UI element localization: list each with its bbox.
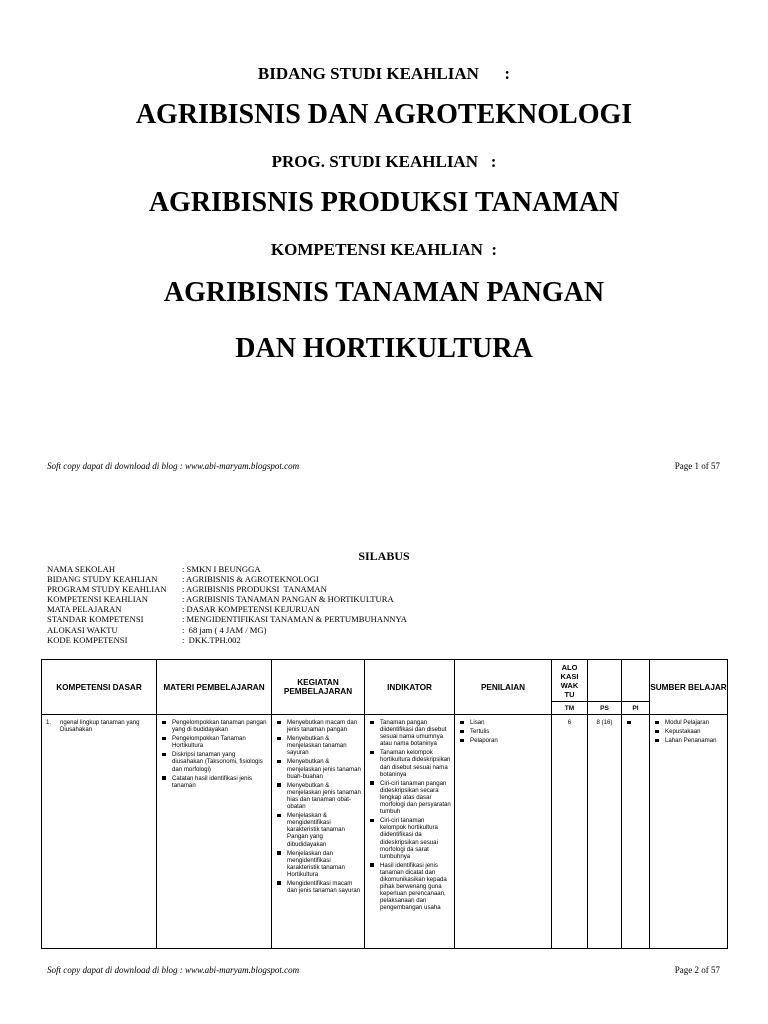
footer-page-number: Page 1 of 57 [674,461,720,471]
bullet-square-icon [370,819,374,823]
info-key: NAMA SEKOLAH [47,564,116,574]
list-item: Menyebutkan & menjelaskan jenis tanaman buah-buahan [276,758,361,779]
info-value: : SMKN I BEUNGGA [182,564,261,574]
info-row [47,614,407,624]
list-item: Ciri-ciri tanaman kelompok hortikultura diidentifikasi da dideskripsikan sesuai morfologi da sarat tumbuhnya [369,817,451,860]
footer-blog-link-text: Soft copy dapat di download di blog : www.abi-maryam.blogspot.com [47,461,300,471]
bullet-square-icon [162,737,166,741]
table-row [42,715,728,949]
cell-materi [157,715,272,949]
info-key: BIDANG STUDY KEAHLIAN [47,574,158,585]
bullet-square-icon [277,760,281,764]
cell-kompetensi-dasar [42,715,157,949]
list-item: Menjelaskan & mengidentifikasi karakteristik tanaman Pangan yang dibudidayakan [276,812,361,847]
list-item: Tanaman pangan diidentifikasi dan disebut sesuai nama umumnya atau nama botaninya [369,719,451,747]
silabus-title: SILABUS [358,549,410,563]
info-value: : AGRIBISNIS TANAMAN PANGAN & HORTIKULTURA [182,594,394,605]
bullet-square-icon [370,781,374,785]
col-header-tm: TM [552,702,588,715]
list-item: Menjelaskan dan mengidentifikasi karakteristik tanaman Hortikultura [276,850,361,878]
cover-line-kompetensi: KOMPETENSI KEAHLIAN : [270,240,498,259]
bullet-square-icon [277,721,281,725]
col-header-empty [622,660,650,702]
cell-sumber-belajar [650,715,728,949]
info-row [47,584,407,594]
info-value: : AGRIBISNIS & AGROTEKNOLOGI [182,574,319,585]
list-item: Menyebutkan & menjelaskan jenis tanaman hias dan tanaman obat-obatan [276,782,361,810]
cover-line-prog-studi: PROG. STUDI KEAHLIAN : [271,152,497,171]
list-item: Menyebutkan macam dan jenis tanaman pangan [276,719,361,733]
info-row [47,574,407,584]
info-key: STANDAR KOMPETENSI [47,614,144,625]
bullet-square-icon [627,721,631,725]
cell-kegiatan [272,715,365,949]
list-item: Kepustakaan [654,728,724,735]
kd-number: 1. [46,719,52,726]
list-item: Tertulis [459,728,548,735]
info-row [47,594,407,604]
footer-page-number: Page 2 of 57 [674,965,720,975]
col-header-penilaian: PENILAIAN [455,660,552,715]
cell-ps: 8 (16) [588,715,622,949]
info-key: ALOKASI WAKTU [47,624,118,635]
bullet-square-icon [460,721,464,725]
cover-line-agribisnis-agroteknologi: AGRIBISNIS DAN AGROTEKNOLOGI [135,99,633,130]
cell-indikator [365,715,455,949]
list-item: Catatan hasil identifikasi jenis tanaman [161,775,268,789]
list-item: Mengidentifikasi macam dan jenis tanaman sayuran [276,880,361,894]
info-key: PROGRAM STUDY KEAHLIAN [47,584,167,595]
bullet-square-icon [277,737,281,741]
cover-line-hortikultura: DAN HORTIKULTURA [235,333,533,364]
list-item: Lisan [459,719,548,726]
info-row [47,635,407,645]
col-header-sumber-belajar: SUMBER BELAJAR [650,660,728,715]
info-value: : AGRIBISNIS PRODUKSI TANAMAN [182,584,327,595]
list-item: Ciri-ciri tanaman pangan dideskripsikan secara lengkap atas dasar morfologi dan persyaratan tumbuh [369,780,451,815]
silabus-table [41,659,728,949]
cover-line-bidang: BIDANG STUDI KEAHLIAN : [257,64,511,83]
list-item: Tanaman kelompok hortikultura dideskripsikan dan disebut sesuai nama botaninya [369,749,451,777]
cover-line-produksi-tanaman: AGRIBISNIS PRODUKSI TANAMAN [148,187,620,218]
bullet-square-icon [370,751,374,755]
list-item: Menyebutkan & menjelaskan tanaman sayuran [276,735,361,756]
bullet-square-icon [370,721,374,725]
list-item: Pengelompokkan Tanaman Hortikultura [161,735,268,749]
bullet-square-icon [277,814,281,818]
info-key: MATA PELAJARAN [47,604,122,615]
info-row [47,564,407,574]
info-value: : DKK.TPH.002 [182,634,241,645]
bullet-square-icon [370,863,374,867]
col-header-kegiatan: KEGIATAN PEMBELAJARAN [272,660,365,715]
bullet-square-icon [460,739,464,743]
col-header-ps: PS [588,702,622,715]
cell-penilaian [455,715,552,949]
info-key: KODE KOMPETENSI [47,634,128,645]
bullet-square-icon [460,730,464,734]
info-value: : DASAR KOMPETENSI KEJURUAN [182,604,320,615]
bullet-square-icon [277,783,281,787]
bullet-square-icon [277,881,281,885]
bullet-square-icon [655,730,659,734]
info-value: : 68 jam ( 4 JAM / MG) [182,624,267,635]
col-header-pi: PI [622,702,650,715]
info-value: : MENGIDENTIFIKASI TANAMAN & PERTUMBUHANNYA [182,614,407,625]
bullet-square-icon [162,721,166,725]
info-row [47,604,407,614]
info-row [47,625,407,635]
col-header-empty [588,660,622,702]
footer-blog-link-text: Soft copy dapat di download di blog : www.abi-maryam.blogspot.com [47,965,300,975]
col-header-indikator: INDIKATOR [365,660,455,715]
bullet-square-icon [655,721,659,725]
cell-tm: 6 [552,715,588,949]
cover-line-tanaman-pangan: AGRIBISNIS TANAMAN PANGAN [163,277,605,308]
bullet-square-icon [655,739,659,743]
bullet-square-icon [162,753,166,757]
school-info-block [47,564,407,645]
bullet-square-icon [277,851,281,855]
col-header-alokasi-waktu: ALO KASI WAK TU [552,660,588,702]
kd-text: ngenal lingkup tanaman yang Diusahakan [59,719,140,734]
list-item: Hasil identifikasi jenis tanaman dicatat dan dikomunikasikan kepada pihak berwenang guna keperluan perencanaan, pelaksanaan dan pengembangan usaha [369,862,451,912]
list-item: Lahan Penanaman [654,737,724,744]
cell-pi [622,715,650,949]
list-item: Modul Pelajaran [654,719,724,726]
list-item: Pengelompokkan tanaman pangan yang di budidayakan [161,719,268,733]
col-header-kompetensi-dasar: KOMPETENSI DASAR [42,660,157,715]
info-key: KOMPETENSI KEAHLIAN [47,594,148,605]
col-header-materi: MATERI PEMBELAJARAN [157,660,272,715]
bullet-square-icon [162,776,166,780]
list-item: Pelaporan [459,737,548,744]
list-item: Diskripsi tanaman yang diusahakan (Taksonomi, fisiologis dan morfologi) [161,751,268,772]
